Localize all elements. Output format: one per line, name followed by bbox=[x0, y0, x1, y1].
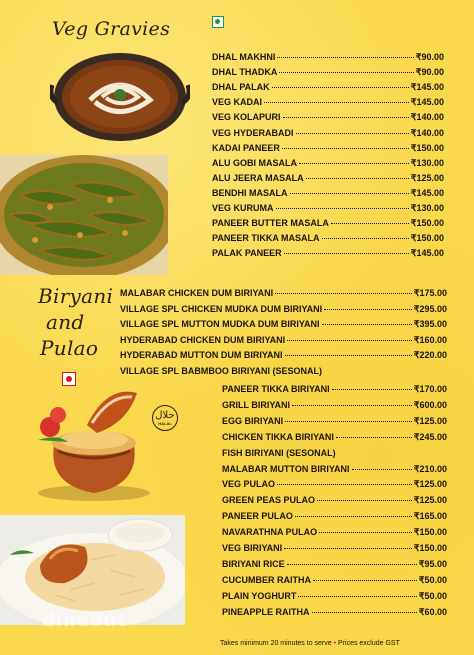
menu-item-price: ₹50.00 bbox=[418, 574, 447, 585]
menu-item-price: ₹600.00 bbox=[413, 399, 447, 410]
dot-leader bbox=[272, 87, 409, 88]
dot-leader bbox=[296, 133, 409, 134]
menu-item-row bbox=[120, 335, 447, 350]
menu-item-name: VEG KOLAPURI bbox=[212, 112, 281, 123]
menu-item-row bbox=[212, 52, 444, 67]
menu-item-price: ₹150.00 bbox=[410, 218, 444, 229]
menu-item-name: MALABAR MUTTON BIRIYANI bbox=[222, 463, 350, 474]
menu-item-row bbox=[222, 400, 447, 415]
menu-item-name: DHAL PALAK bbox=[212, 82, 270, 93]
menu-item-name: PALAK PANEER bbox=[212, 248, 282, 259]
menu-item-price: ₹50.00 bbox=[418, 590, 447, 601]
menu-item-name: VEG KADAI bbox=[212, 97, 263, 108]
biryani-pot-photo bbox=[32, 385, 157, 503]
veg-gravies-title: Veg Gravies bbox=[52, 18, 171, 40]
menu-item-name: PLAIN YOGHURT bbox=[222, 590, 297, 601]
menu-item-name: MALABAR CHICKEN DUM BIRIYANI bbox=[120, 288, 274, 298]
menu-item-name: EGG BIRIYANI bbox=[222, 415, 284, 426]
menu-item-row bbox=[222, 511, 447, 526]
menu-item-name: GREEN PEAS PULAO bbox=[222, 495, 316, 506]
dot-leader bbox=[332, 389, 412, 390]
menu-item-name: PANEER TIKKA MASALA bbox=[212, 233, 320, 244]
dot-leader bbox=[276, 208, 409, 209]
menu-item-row bbox=[120, 350, 447, 365]
dot-leader bbox=[282, 148, 409, 149]
menu-item-name: BENDHI MASALA bbox=[212, 187, 288, 198]
menu-item-name: CUCUMBER RAITHA bbox=[222, 574, 311, 585]
dot-leader bbox=[275, 293, 412, 294]
dot-leader bbox=[283, 117, 409, 118]
menu-item-row bbox=[212, 82, 444, 97]
menu-item-price: ₹125.00 bbox=[413, 495, 447, 506]
menu-item-name: PANEER BUTTER MASALA bbox=[212, 218, 329, 229]
halal-arabic-text: حلال bbox=[155, 409, 175, 421]
menu-item-name: PANEER PULAO bbox=[222, 511, 293, 522]
dot-leader bbox=[277, 57, 413, 58]
dot-leader bbox=[336, 437, 412, 438]
halal-latin-text: HALAL bbox=[158, 420, 172, 426]
menu-item-row bbox=[222, 432, 447, 447]
biryani-title-line2: and bbox=[46, 310, 85, 334]
dot-leader bbox=[299, 163, 409, 164]
menu-item-name: HYDERABAD CHICKEN DUM BIRIYANI bbox=[120, 334, 286, 345]
menu-item-row bbox=[222, 591, 447, 606]
menu-item-price: ₹150.00 bbox=[410, 142, 444, 153]
menu-item-price: ₹170.00 bbox=[413, 384, 447, 394]
menu-item-row bbox=[222, 575, 447, 590]
menu-item-name: NAVARATHNA PULAO bbox=[222, 527, 318, 538]
dot-leader bbox=[319, 532, 412, 533]
menu-item-row bbox=[222, 607, 447, 622]
menu-item-price: ₹210.00 bbox=[413, 463, 447, 474]
menu-item-name: KADAI PANEER bbox=[212, 142, 280, 153]
dot-leader bbox=[264, 102, 409, 103]
dot-leader bbox=[313, 580, 417, 581]
menu-item-row bbox=[222, 479, 447, 494]
menu-item-row bbox=[120, 366, 447, 381]
dot-leader bbox=[317, 500, 412, 501]
menu-item-price: ₹150.00 bbox=[410, 233, 444, 244]
menu-item-name: VEG HYDERABADI bbox=[212, 127, 294, 138]
menu-item-name: VILLAGE SPL MUTTON MUDKA DUM BIRIYANI bbox=[120, 319, 320, 330]
non-veg-symbol-icon bbox=[62, 372, 76, 386]
dot-leader bbox=[277, 484, 412, 485]
dot-leader bbox=[285, 421, 412, 422]
footer-bullet: • bbox=[333, 640, 337, 647]
menu-item-price: ₹145.00 bbox=[410, 97, 444, 108]
menu-item-row bbox=[212, 248, 444, 263]
menu-item-name: ALU GOBI MASALA bbox=[212, 157, 297, 168]
menu-item-price: ₹90.00 bbox=[415, 52, 444, 62]
menu-item-price: ₹60.00 bbox=[418, 606, 447, 617]
menu-item-row bbox=[212, 97, 444, 112]
menu-item-row bbox=[120, 304, 447, 319]
menu-item-row bbox=[120, 319, 447, 334]
menu-item-row bbox=[212, 233, 444, 248]
menu-item-name: VILLAGE SPL CHICKEN MUDKA DUM BIRIYANI bbox=[120, 303, 323, 314]
dot-leader bbox=[284, 548, 412, 549]
menu-item-row bbox=[212, 143, 444, 158]
dot-leader bbox=[298, 596, 416, 597]
menu-item-price: ₹150.00 bbox=[413, 543, 447, 553]
menu-item-price: ₹295.00 bbox=[413, 303, 447, 314]
dot-leader bbox=[306, 178, 409, 179]
menu-item-name: DHAL MAKHNI bbox=[212, 52, 276, 62]
menu-item-name: FISH BIRIYANI (SESONAL) bbox=[222, 447, 336, 458]
menu-item-name: BIRIYANI RICE bbox=[222, 558, 285, 569]
menu-item-price: ₹90.00 bbox=[415, 67, 444, 78]
menu-item-row bbox=[222, 495, 447, 510]
menu-item-price: ₹125.00 bbox=[413, 415, 447, 426]
menu-item-name: VEG KURUMA bbox=[212, 203, 274, 213]
menu-item-price: ₹175.00 bbox=[413, 288, 447, 298]
dot-leader bbox=[290, 193, 409, 194]
menu-item-price: ₹130.00 bbox=[410, 203, 444, 213]
dot-leader bbox=[292, 405, 412, 406]
menu-item-price: ₹145.00 bbox=[410, 187, 444, 198]
menu-item-price: ₹245.00 bbox=[413, 431, 447, 442]
menu-item-price: ₹130.00 bbox=[410, 157, 444, 168]
menu-item-name: CHICKEN TIKKA BIRIYANI bbox=[222, 431, 334, 442]
menu-item-price: ₹140.00 bbox=[410, 127, 444, 138]
menu-item-row bbox=[222, 559, 447, 574]
dal-makhni-photo bbox=[50, 45, 190, 145]
menu-item-name: PINEAPPLE RAITHA bbox=[222, 606, 310, 617]
biryani-title-line3: Pulao bbox=[40, 336, 99, 360]
menu-item-price: ₹145.00 bbox=[410, 82, 444, 93]
footer-serve-time: Takes minimum 20 minutes to serve bbox=[220, 640, 332, 647]
menu-item-price: ₹165.00 bbox=[413, 511, 447, 522]
menu-item-price: ₹160.00 bbox=[413, 334, 447, 345]
menu-item-row bbox=[212, 112, 444, 127]
dot-leader bbox=[312, 612, 417, 613]
dot-leader bbox=[324, 309, 412, 310]
menu-item-price: ₹395.00 bbox=[413, 319, 447, 330]
menu-item-row bbox=[212, 173, 444, 188]
menu-item-row bbox=[222, 464, 447, 479]
halal-logo bbox=[152, 405, 178, 431]
menu-item-price: ₹95.00 bbox=[418, 558, 447, 569]
menu-item-price: ₹125.00 bbox=[413, 479, 447, 490]
dot-leader bbox=[287, 564, 417, 565]
menu-item-row bbox=[212, 67, 444, 82]
menu-item-name: VEG BIRIYANI bbox=[222, 543, 283, 553]
menu-item-name: VILLAGE SPL BABMBOO BIRIYANI (SESONAL) bbox=[120, 366, 323, 376]
menu-item-row bbox=[222, 416, 447, 431]
dineout-watermark: dineout bbox=[42, 610, 127, 631]
dot-leader bbox=[279, 72, 413, 73]
dot-leader bbox=[284, 253, 409, 254]
dot-leader bbox=[295, 516, 412, 517]
menu-item-row bbox=[212, 188, 444, 203]
footer-gst-note: Prices exclude GST bbox=[338, 640, 400, 647]
menu-item-row bbox=[222, 543, 447, 558]
menu-item-row bbox=[212, 218, 444, 233]
menu-item-name: ALU JEERA MASALA bbox=[212, 172, 304, 183]
menu-item-price: ₹125.00 bbox=[410, 172, 444, 183]
menu-item-row bbox=[212, 203, 444, 218]
menu-item-name: GRILL BIRIYANI bbox=[222, 399, 291, 410]
dot-leader bbox=[322, 238, 409, 239]
menu-item-name: PANEER TIKKA BIRIYANI bbox=[222, 384, 330, 394]
dot-leader bbox=[352, 469, 412, 470]
menu-item-name: VEG PULAO bbox=[222, 479, 276, 490]
biryani-title-line1: Biryani bbox=[38, 284, 114, 308]
veg-symbol-icon bbox=[212, 16, 224, 28]
menu-item-row bbox=[120, 288, 447, 303]
menu-item-name: HYDERABAD MUTTON DUM BIRIYANI bbox=[120, 350, 283, 361]
menu-item-row bbox=[212, 128, 444, 143]
menu-item-row bbox=[222, 384, 447, 399]
bhindi-masala-photo bbox=[0, 155, 168, 275]
dot-leader bbox=[285, 355, 412, 356]
menu-item-row bbox=[222, 527, 447, 542]
dot-leader bbox=[287, 340, 412, 341]
menu-item-price: ₹150.00 bbox=[413, 527, 447, 538]
dot-leader bbox=[331, 223, 409, 224]
dot-leader bbox=[322, 324, 412, 325]
menu-footer-note bbox=[220, 640, 400, 647]
chicken-biryani-photo bbox=[0, 515, 185, 625]
menu-item-row bbox=[222, 448, 447, 463]
menu-item-name: DHAL THADKA bbox=[212, 67, 278, 78]
menu-item-price: ₹145.00 bbox=[410, 248, 444, 259]
menu-item-price: ₹140.00 bbox=[410, 112, 444, 123]
menu-item-row bbox=[212, 158, 444, 173]
menu-item-price: ₹220.00 bbox=[413, 350, 447, 361]
